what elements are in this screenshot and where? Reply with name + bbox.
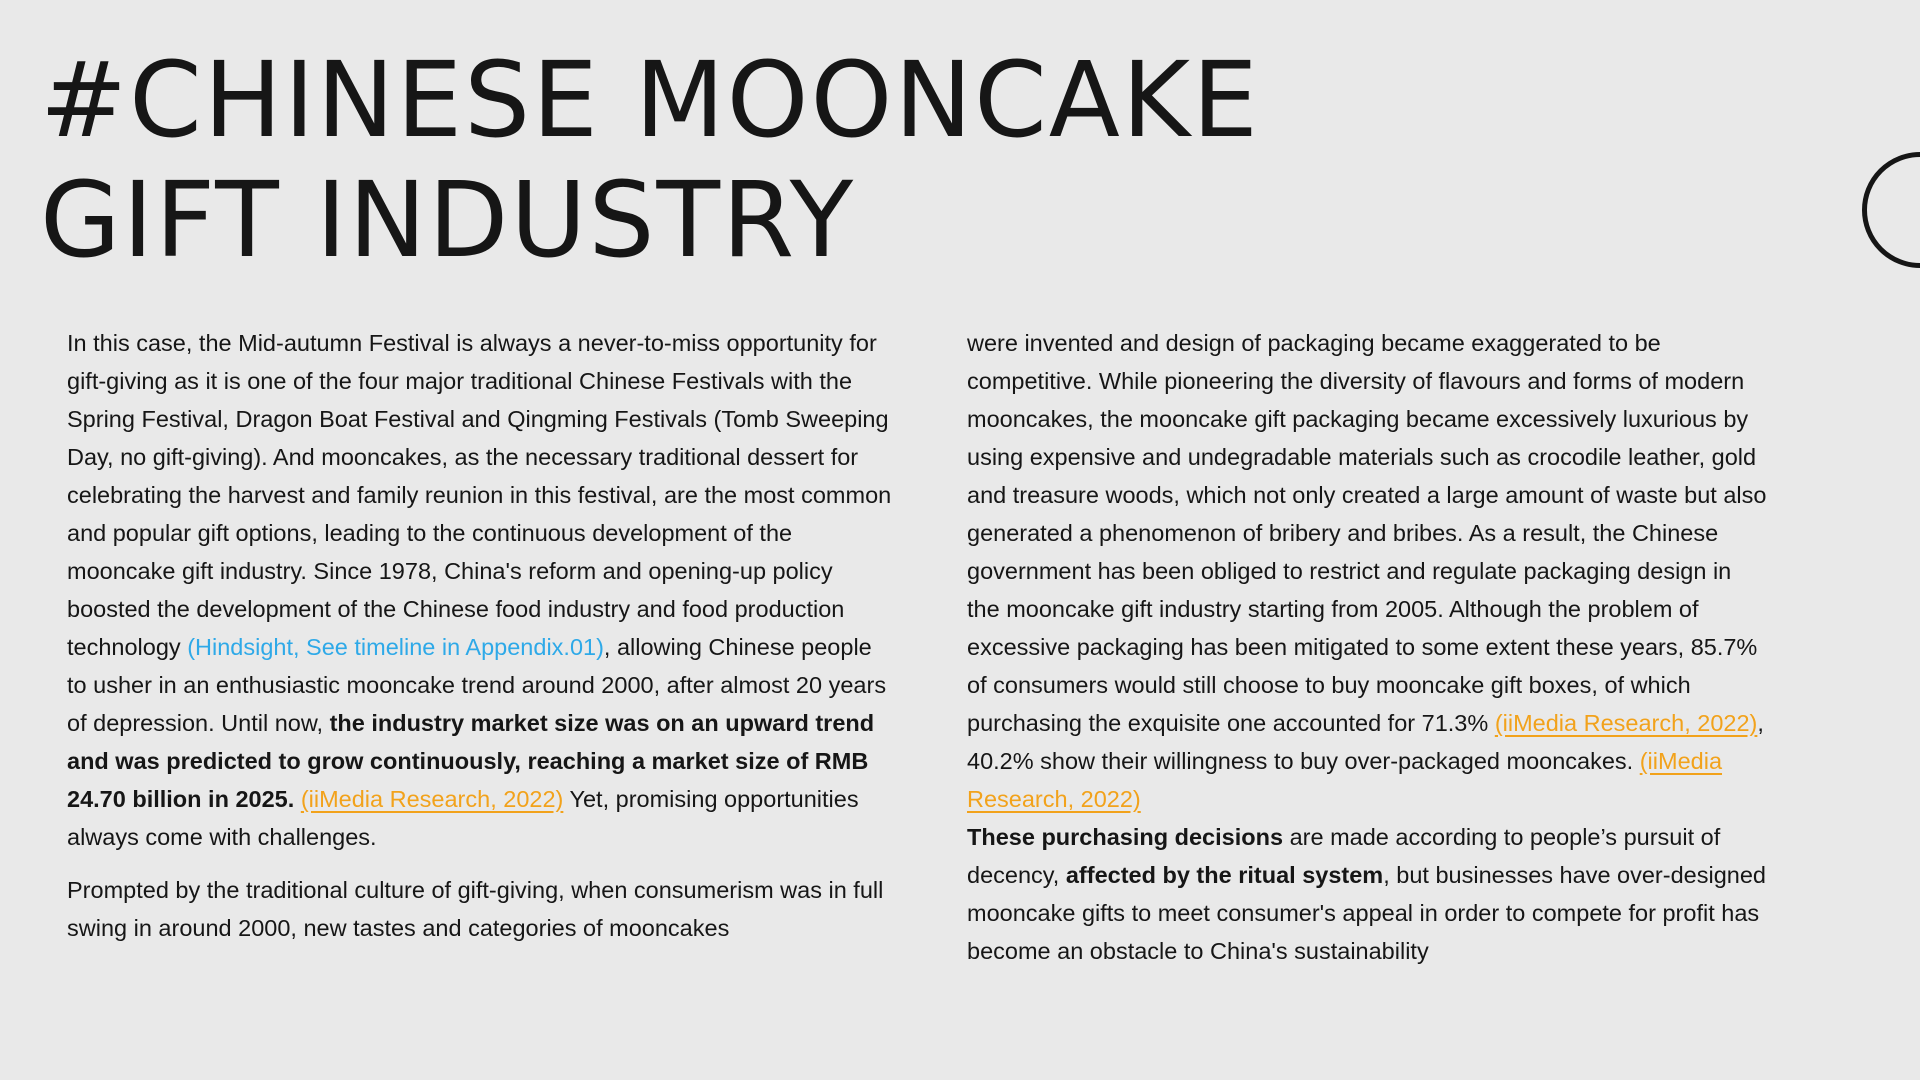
text-segment: , 40.2% show their willingness to buy over-packaged mooncakes. [967, 710, 1764, 774]
bold-highlight: These purchasing decisions [967, 824, 1284, 850]
text-segment: , allowing Chinese people to usher in an enthusiastic mooncake trend around 2000, after almost 20 years of depression. Until now, [67, 634, 887, 736]
appendix-reference-link[interactable]: (Hindsight, See timeline in Appendix.01) [187, 634, 604, 660]
text-segment: are made according to people’s pursuit of decency, [967, 824, 1721, 888]
paragraph-3 [967, 324, 1767, 970]
title-line-2: GIFT INDUSTRY [40, 159, 856, 281]
bold-highlight: the industry market size was on an upward trend and was predicted to grow continuously, reaching a market size of RMB 24.70 billion in 2025. [67, 710, 875, 812]
text-segment: Yet, promising opportunities always come with challenges. [67, 786, 859, 850]
text-segment: were invented and design of packaging became exaggerated to be competitive. While pioneering the diversity of flavours and forms of modern mooncakes, the mooncake gift packaging became excessively luxurious by using expensive and undegradable materials such as crocodile leather, gold and treasure woods, which not only created a large amount of waste but also generated a phenomenon of bribery and bribes. As a result, the Chinese government has been obliged to restrict and regulate packaging design in the mooncake gift industry starting from 2005. Although the problem of excessive packaging has been mitigated to some extent these years, 85.7% of consumers would still choose to buy mooncake gift boxes, of which purchasing the exquisite one accounted for 71.3% [967, 330, 1767, 736]
left-text-column [67, 324, 897, 962]
citation-link[interactable]: (iiMedia Research, 2022) [1494, 710, 1758, 736]
citation-link[interactable]: (iiMedia Research, 2022) [300, 786, 564, 812]
citation-link[interactable]: (iiMedia Research, 2022) [967, 748, 1723, 812]
page-title [40, 40, 1260, 280]
paragraph-1 [67, 324, 897, 856]
decorative-circle-icon [1862, 152, 1920, 268]
text-segment: In this case, the Mid-autumn Festival is always a never-to-miss opportunity for gift-giving as it is one of the four major traditional Chinese Festivals with the Spring Festival, Dragon Boat Festival and Qingming Festivals (Tomb Sweeping Day, no gift-giving). And mooncakes, as the necessary traditional dessert for celebrating the harvest and family reunion in this festival, are the most common and popular gift options, leading to the continuous development of the mooncake gift industry. Since 1978, China's reform and opening-up policy boosted the development of the Chinese food industry and food production technology [67, 330, 892, 660]
bold-highlight: affected by the ritual system [1065, 862, 1384, 888]
right-text-column [967, 324, 1767, 985]
title-line-1: #CHINESE MOONCAKE [40, 39, 1260, 161]
paragraph-2: Prompted by the traditional culture of gift-giving, when consumerism was in full swing in around 2000, new tastes and categories of mooncakes [67, 877, 884, 941]
text-segment: , but businesses have over-designed mooncake gifts to meet consumer's appeal in order to compete for profit has become an obstacle to China's sustainability [967, 862, 1766, 964]
